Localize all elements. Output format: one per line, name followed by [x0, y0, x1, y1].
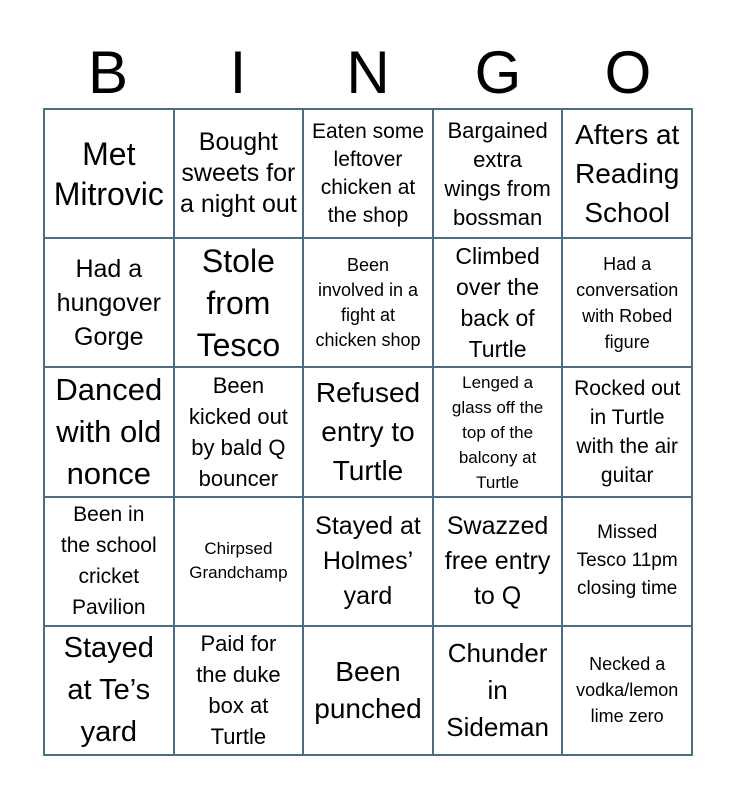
bingo-cell[interactable] — [303, 238, 433, 367]
bingo-header — [43, 40, 693, 106]
bingo-cell[interactable] — [433, 109, 563, 238]
bingo-cell[interactable] — [433, 626, 563, 755]
cell-text: Swazzed free entry to Q — [444, 511, 551, 610]
bingo-cell[interactable] — [433, 238, 563, 367]
bingo-cell[interactable] — [174, 626, 304, 755]
cell-text: Missed Tesco 11pm closing time — [576, 522, 678, 600]
header-letter-o: O — [604, 39, 652, 106]
bingo-cell[interactable] — [174, 497, 304, 626]
bingo-cell[interactable] — [303, 497, 433, 626]
cell-text: Stayed at Te’s yard — [63, 632, 154, 749]
header-letter-b: B — [87, 39, 129, 106]
bingo-cell[interactable] — [562, 238, 692, 367]
bingo-cell[interactable] — [562, 367, 692, 496]
bingo-cell[interactable] — [433, 367, 563, 496]
bingo-cell[interactable] — [44, 497, 174, 626]
cell-text: Danced with old nonce — [55, 372, 163, 491]
cell-text: Had a hungover Gorge — [56, 254, 161, 351]
header-letter-n: N — [346, 39, 390, 106]
cell-text: Lenged a glass off the top of the balcony at Turtle — [451, 372, 544, 492]
cell-text: Had a conversation with Robed figure — [576, 253, 679, 352]
cell-text: Been in the school cricket Pavilion — [60, 503, 157, 620]
header-letter-g: G — [474, 39, 522, 106]
cell-text: Refused entry to Turtle — [315, 377, 421, 487]
cell-text: Climbed over the back of Turtle — [455, 242, 540, 362]
cell-text: Necked a vodka/lemon lime zero — [576, 654, 679, 727]
cell-text: Afters at Reading School — [575, 119, 680, 229]
bingo-cell[interactable] — [303, 109, 433, 238]
header-letter-i: I — [229, 39, 247, 106]
bingo-cell[interactable] — [433, 497, 563, 626]
bingo-cell[interactable] — [562, 626, 692, 755]
bingo-cell[interactable] — [174, 109, 304, 238]
cell-text: Eaten some leftover chicken at the shop — [311, 119, 425, 227]
cell-text: Bargained extra wings from bossman — [444, 117, 551, 230]
bingo-cell[interactable] — [562, 497, 692, 626]
bingo-cell[interactable] — [44, 238, 174, 367]
bingo-cell[interactable] — [44, 626, 174, 755]
cell-text: Rocked out in Turtle with the air guitar — [574, 376, 681, 487]
cell-text: Bought sweets for a night out — [180, 128, 297, 219]
bingo-cell[interactable] — [44, 109, 174, 238]
bingo-cell[interactable] — [174, 367, 304, 496]
bingo-cell[interactable] — [562, 109, 692, 238]
cell-text: Been involved in a fight at chicken shop — [315, 254, 421, 350]
cell-text: Chunder in Sideman — [446, 637, 549, 742]
cell-text: Stayed at Holmes’ yard — [315, 511, 421, 610]
bingo-grid — [43, 108, 693, 756]
cell-text: Been punched — [314, 656, 422, 725]
cell-text: Paid for the duke box at Turtle — [196, 631, 281, 750]
cell-text: Met Mitrovic — [53, 135, 164, 212]
cell-text: Been kicked out by bald Q bouncer — [188, 373, 288, 491]
bingo-cell[interactable] — [303, 367, 433, 496]
cell-text: Stole from Tesco — [196, 242, 281, 363]
bingo-cell[interactable] — [44, 367, 174, 496]
bingo-cell[interactable] — [174, 238, 304, 367]
bingo-cell[interactable] — [303, 626, 433, 755]
cell-text: Chirpsed Grandchamp — [189, 539, 288, 583]
